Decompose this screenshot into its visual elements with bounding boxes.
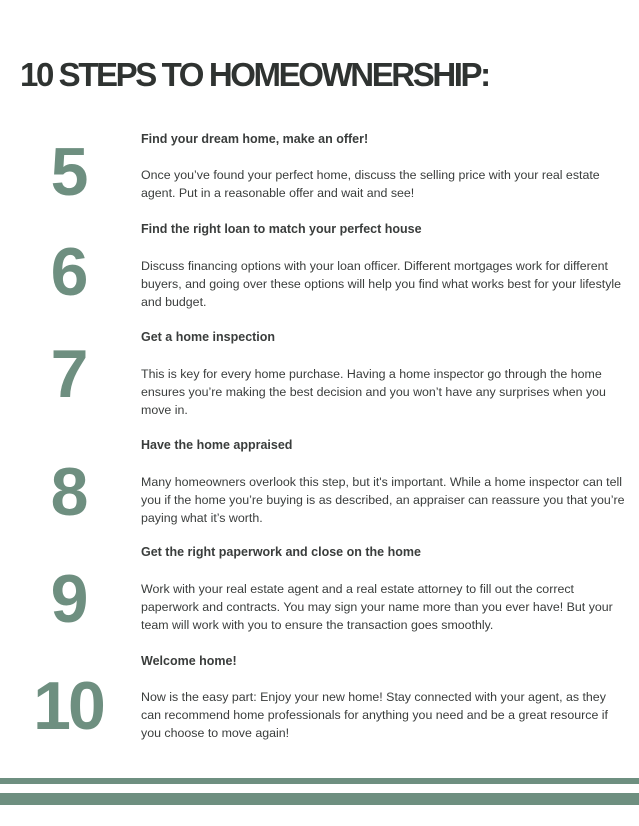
step-body-7: This is key for every home purchase. Having a home inspector go through the home ensures you’re making the best decision and you won’t have any surprises when you move in. (141, 367, 606, 418)
footer-rule-thin (0, 778, 639, 784)
step-heading-6: Find the right loan to match your perfect house (141, 222, 422, 236)
step-number-5: 5 (50, 134, 86, 210)
page-title: 10 STEPS TO HOMEOWNERSHIP: (20, 56, 489, 93)
step-heading-7: Get a home inspection (141, 330, 276, 344)
step-number-9: 9 (50, 561, 86, 637)
step-body-6: Discuss financing options with your loan officer. Different mortgages work for different buyers, and going over these options will help you find what works best for your lifestyle and budget. (141, 259, 622, 310)
step-heading-10: Welcome home! (141, 654, 237, 668)
step-body-8: Many homeowners overlook this step, but it's important. While a home inspector can tell you if the home you’re buying is as described, an appraiser can reassure you that you’re paying what it’s worth. (141, 475, 625, 526)
footer-rule-thick (0, 793, 639, 805)
step-heading-9: Get the right paperwork and close on the home (141, 545, 421, 559)
step-number-7: 7 (50, 336, 86, 412)
step-number-10: 10 (33, 668, 103, 744)
step-heading-5: Find your dream home, make an offer! (141, 132, 369, 146)
step-heading-8: Have the home appraised (141, 438, 293, 452)
step-body-9: Work with your real estate agent and a real estate attorney to fill out the correct paperwork and contracts. You may sign your name more than you ever have! But your team will work with you to ensure the transaction goes smoothly. (141, 582, 613, 633)
step-number-6: 6 (50, 234, 86, 310)
step-body-10: Now is the easy part: Enjoy your new home! Stay connected with your agent, as they can recommend home professionals for anything you need and be a great resource if you choose to move again! (141, 690, 608, 741)
step-body-5: Once you’ve found your perfect home, discuss the selling price with your real estate agent. Put in a reasonable offer and wait and see! (141, 168, 600, 201)
step-number-8: 8 (50, 454, 86, 530)
